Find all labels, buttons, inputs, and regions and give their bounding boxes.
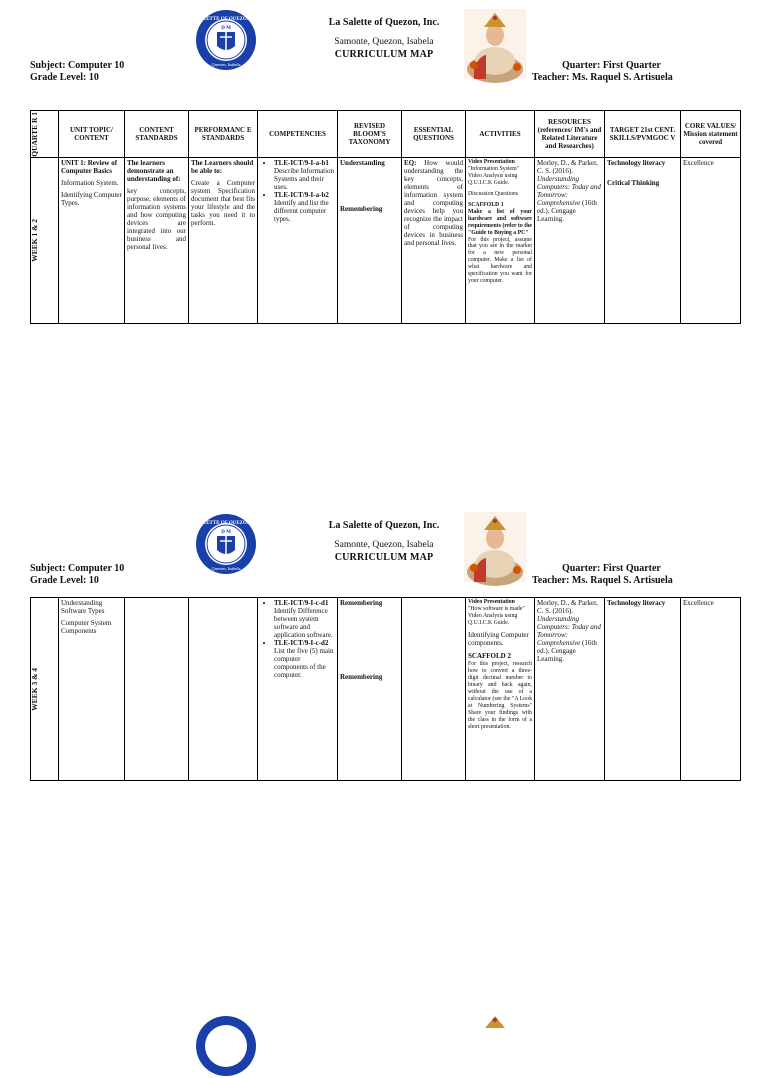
target-skills-cell — [605, 158, 681, 324]
activity-scaffold-text: For this project, assume that you are in the market for a new personal computer. Make a list of what hardware and specification you want for your computer. — [468, 236, 532, 285]
target-skill: Critical Thinking — [607, 179, 660, 188]
activity-discussion: Discussion Questions — [468, 190, 519, 197]
header-quarter: QUARTE R 1 — [31, 111, 59, 158]
activity-scaffold-title: SCAFFOLD 1 — [468, 201, 504, 208]
subject-label: Subject: Computer 10 — [30, 563, 125, 574]
quarter-label: Quarter: First Quarter — [562, 563, 661, 574]
document-title: CURRICULUM MAP — [334, 49, 434, 60]
content-standard-lead: The learners demonstrate an understanding of: — [127, 159, 181, 184]
blooms-cell — [338, 598, 402, 781]
blooms-level: Remembering — [340, 205, 383, 214]
teacher-label: Teacher: Ms. Raquel S. Artisuela — [532, 72, 673, 83]
resource-title: Understanding Computers: Today and Tomorrow: Comprehensive — [537, 615, 601, 648]
core-values-cell — [681, 598, 741, 781]
unit-item: Computer System Components — [61, 619, 112, 636]
svg-text:D M: D M — [221, 530, 231, 535]
curriculum-table-page-1 — [30, 110, 741, 324]
activity-video-label: Video Presentation — [468, 159, 515, 165]
activities-cell — [466, 598, 535, 781]
saint-portrait-image — [464, 512, 526, 582]
blooms-level: Remembering — [340, 673, 383, 682]
unit-topic-cell — [59, 158, 125, 324]
table-row — [31, 158, 741, 324]
saint-portrait-image — [464, 9, 526, 79]
header-target-skills: TARGET 21st CENT. SKILLS/PVMGOC V — [605, 111, 681, 158]
target-skill: Technology literacy — [607, 159, 666, 167]
svg-text:D M: D M — [221, 26, 231, 31]
unit-item: Information System. — [61, 179, 119, 188]
activity-video-text: "Information System" Video Analysis using Q.U.I.C.K Guide. — [468, 165, 519, 186]
core-value: Excellence — [683, 159, 714, 167]
essential-questions-cell: EQ: How would understanding the key concepts, elements of information system and computing devices help you recognize the impact of computing devices in business and personal lives. — [402, 158, 466, 324]
header-core-values: CORE VALUES/ Mission statement covered — [681, 111, 741, 158]
header-essential-questions: ESSENTIAL QUESTIONS — [402, 111, 466, 158]
resource-publisher: Cengage Learning. — [537, 207, 576, 224]
performance-standards-cell — [189, 598, 258, 781]
content-standards-cell — [125, 598, 189, 781]
content-standard-text: key concepts, purpose, elements of information systems and how computing devices are integrated into our business and personal lives. — [127, 187, 186, 252]
unit-title: UNIT 1: Review of Computer Basics — [61, 159, 118, 176]
header-resources: RESOURCES (references/ IM's and Related Literature and Researches) — [535, 111, 605, 158]
school-seal-logo — [195, 1014, 257, 1078]
activities-cell — [466, 158, 535, 324]
blooms-level: Understanding — [340, 159, 385, 167]
activity-video-text: "How software is made" Video Analysis using Q.U.I.C.K Guide. — [468, 605, 525, 626]
competencies-cell — [258, 598, 338, 781]
teacher-label: Teacher: Ms. Raquel S. Artisuela — [532, 575, 673, 586]
curriculum-table-page-2 — [30, 597, 741, 781]
target-skills-cell — [605, 598, 681, 781]
svg-text:LA SALETTE OF QUEZON, INC.: LA SALETTE OF QUEZON, INC. — [188, 521, 264, 526]
resource-authors: Morley, D., & Parker, C. S. (2016). — [537, 159, 598, 176]
unit-topic-cell — [59, 598, 125, 781]
resource-edition: (16th ed.). — [537, 639, 597, 656]
grade-level-label: Grade Level: 10 — [30, 575, 99, 586]
unit-item: Understanding Software Types — [61, 599, 105, 616]
competency-item: • TLE-ICT/9-I-a-b1 Describe Information Systems and their uses. — [274, 159, 335, 191]
activity-scaffold-title: SCAFFOLD 2 — [468, 651, 511, 660]
header-unit-topic: UNIT TOPIC/ CONTENT — [59, 111, 125, 158]
table-header-row — [31, 111, 741, 158]
competency-item: • TLE-ICT/9-I-a-b2 Identify and list the different computer types. — [274, 191, 335, 223]
school-name: La Salette of Quezon, Inc. — [328, 520, 440, 531]
resources-cell — [535, 598, 605, 781]
core-value: Excellence — [683, 599, 714, 607]
resource-title: Understanding Computers: Today and Tomorrow: Comprehensive — [537, 175, 601, 208]
blooms-cell — [338, 158, 402, 324]
saint-portrait-image — [470, 1014, 520, 1034]
resource-authors: Morley, D., & Parker, C. S. (2016). — [537, 599, 598, 616]
table-row — [31, 598, 741, 781]
target-skill: Technology literacy — [607, 599, 666, 607]
svg-text:LA SALETTE OF QUEZON, INC.: LA SALETTE OF QUEZON, INC. — [188, 17, 264, 22]
header-competencies: COMPETENCIES — [258, 111, 338, 158]
header-blooms: REVISED BLOOM'S TAXONOMY — [338, 111, 402, 158]
header-content-standards: CONTENT STANDARDS — [125, 111, 189, 158]
resource-publisher: Cengage Learning. — [537, 647, 576, 664]
quarter-label: Quarter: First Quarter — [562, 60, 661, 71]
school-name: La Salette of Quezon, Inc. — [328, 17, 440, 28]
competency-item: • TLE-ICT/9-I-c-d2 List the five (5) main computer components of the computer. — [274, 639, 335, 679]
resource-edition: (16th ed.). — [537, 199, 597, 216]
resources-cell — [535, 158, 605, 324]
school-address: Samonte, Quezon, Isabela — [334, 37, 434, 47]
week-cell: WEEK 3 & 4 — [31, 598, 59, 781]
activity-scaffold-task: Make a list of your hardware and software requirements (refer to the "Guide to Buying a PC" — [468, 208, 532, 236]
content-standards-cell — [125, 158, 189, 324]
activity-identify: Identifying Computer components. — [468, 630, 529, 648]
unit-item: Identifying Computer Types. — [61, 191, 122, 208]
svg-text:Quezon, Isabela: Quezon, Isabela — [211, 566, 241, 571]
svg-text:Quezon, Isabela: Quezon, Isabela — [211, 62, 241, 67]
school-address: Samonte, Quezon, Isabela — [334, 540, 434, 550]
performance-standard-lead: The Learners should be able to: — [191, 159, 254, 176]
activity-video-label: Video Presentation — [468, 599, 515, 605]
blooms-level: Remembering — [340, 599, 383, 607]
essential-question: How would understanding the key concepts, elements of information system and computing devices help you recognize the impact of computing devices in business and personal lives. — [404, 159, 463, 248]
header-activities: ACTIVITIES — [466, 111, 535, 158]
week-cell: WEEK 1 & 2 — [31, 158, 59, 324]
document-title: CURRICULUM MAP — [334, 552, 434, 563]
grade-level-label: Grade Level: 10 — [30, 72, 99, 83]
performance-standard-text: Create a Computer system Specification document that best fits your lifestyle and the tasks you need it to perform. — [191, 179, 255, 228]
competency-item: • TLE-ICT/9-I-c-d1 Identify Difference between system software and application software. — [274, 599, 335, 639]
competencies-cell — [258, 158, 338, 324]
core-values-cell — [681, 158, 741, 324]
activity-scaffold-text: For this project, research how to convert a three-digit decimal number to binary and back again, without the use of a calculator (see the "A Look at Numbering Systems" Share your findings with the class in the form of a short presentation. — [468, 660, 532, 730]
subject-label: Subject: Computer 10 — [30, 60, 125, 71]
essential-questions-cell — [402, 598, 466, 781]
performance-standards-cell — [189, 158, 258, 324]
header-performance-standards: PERFORMANC E STANDARDS — [189, 111, 258, 158]
